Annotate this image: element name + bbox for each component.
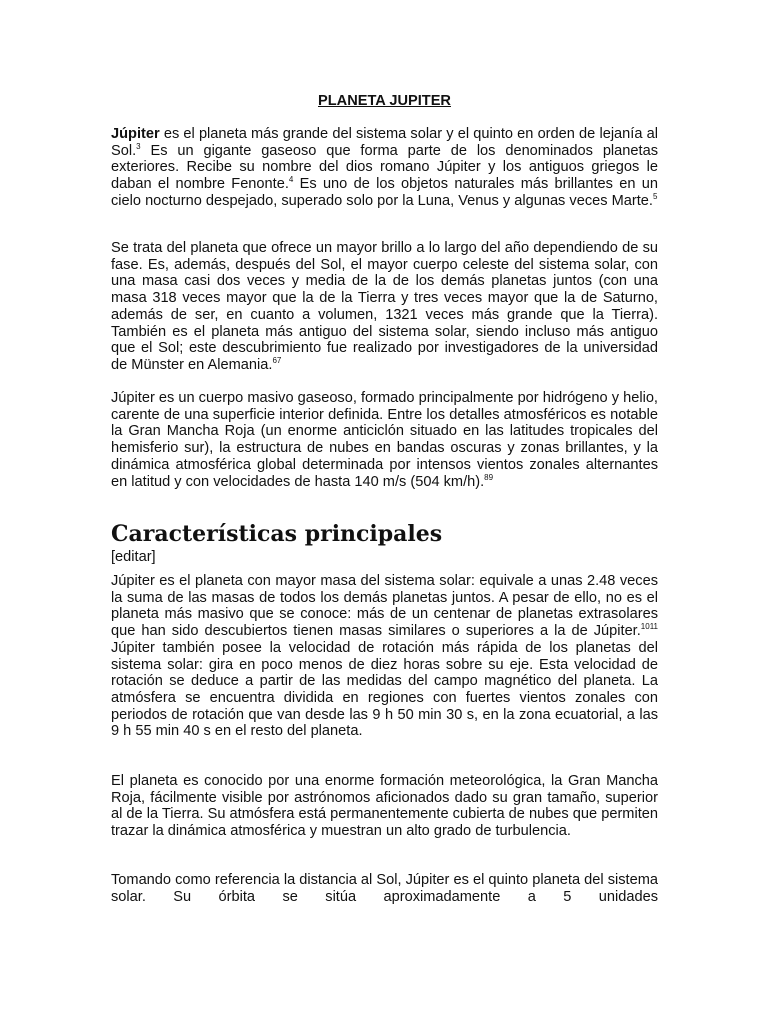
footnote-reference[interactable]: 89 [484, 472, 494, 482]
paragraph-red-spot [111, 773, 658, 840]
footnote-reference[interactable]: 67 [272, 355, 282, 365]
footnote-reference[interactable]: 1011 [640, 622, 658, 632]
paragraph-text: Júpiter es el planeta con mayor masa del sistema solar: equivale a unas 2.48 veces la suma de las masas de todos los demás planetas juntos. A pesar de ello, no es el planeta más masivo que se conoce: más de un centenar de planetas extrasolares que han sido descubiertos tienen masas similares o superiores a la de Júpiter. [111, 573, 658, 640]
footnote-reference[interactable]: 3 [136, 141, 141, 151]
document-page [111, 0, 658, 1024]
footnote-reference[interactable]: 5 [652, 191, 658, 201]
paragraph-text: Júpiter es un cuerpo masivo gaseoso, formado principalmente por hidrógeno y helio, carente de una superficie interior definida. Entre los detalles atmosféricos es notable la Gran Mancha Roja (un enorme anticiclón situado en las latitudes tropicales del hemisferio sur), la estructura de nubes en bandas oscuras y zonas brillantes, y la dinámica atmosférica global determinada por intensos vientos zonales alternantes en latitud y con velocidades de hasta 140 m/s (504 km/h). [111, 390, 658, 490]
section-heading: Características principales [111, 521, 443, 547]
edit-section-link[interactable]: [editar] [111, 549, 156, 565]
paragraph-orbit [111, 872, 658, 905]
intro-paragraph [111, 126, 658, 210]
paragraph-mass [111, 573, 658, 740]
paragraph-text: es el planeta más grande del sistema solar y el quinto en orden de lejanía al Sol. [111, 126, 658, 159]
paragraph-brightness [111, 240, 658, 374]
paragraph-composition [111, 390, 658, 490]
paragraph-text: Júpiter también posee la velocidad de rotación más rápida de los planetas del sistema solar: gira en poco menos de diez horas sobre su eje. Esta velocidad de rotación se deduce a partir de las medidas del campo magnético del planeta. La atmósfera se encuentra dividida en regiones con fuertes vientos zonales con periodos de rotación que van desde las 9 h 50 min 30 s, en la zona ecuatorial, a las 9 h 55 min 40 s en el resto del planeta. [111, 639, 658, 740]
paragraph-text: Se trata del planeta que ofrece un mayor brillo a lo largo del año dependiendo de su fase. Es, además, después del Sol, el mayor cuerpo celeste del sistema solar, con una masa casi dos veces y media de la de los demás planetas juntos (con una masa 318 veces mayor que la de la Tierra y tres veces mayor que la de Saturno, además de ser, en cuanto a volumen, 1321 veces más grande que la Tierra). También es el planeta más antiguo del sistema solar, siendo incluso más antiguo que el Sol; este descubrimiento fue realizado por investigadores de la universidad de Münster en Alemania. [111, 240, 658, 373]
document-title: PLANETA JUPITER [318, 93, 451, 109]
paragraph-text: Es uno de los objetos naturales más brillantes en un cielo nocturno despejado, superado solo por la Luna, Venus y algunas veces Marte. [111, 176, 658, 209]
paragraph-text: Tomando como referencia la distancia al Sol, Júpiter es el quinto planeta del sistema solar. Su órbita se sitúa aproximadamente a 5 unidades [111, 872, 658, 905]
intro-body [111, 126, 658, 209]
paragraph-text: El planeta es conocido por una enorme formación meteorológica, la Gran Mancha Roja, fácilmente visible por astrónomos aficionados dado su gran tamaño, superior al de la Tierra. Su atmósfera está permanentemente cubierta de nubes que permiten trazar la dinámica atmosférica y muestran un alto grado de turbulencia. [111, 773, 658, 840]
footnote-reference[interactable]: 4 [288, 175, 294, 185]
intro-subject: Júpiter [111, 126, 160, 142]
paragraph-text: Es un gigante gaseoso que forma parte de los denominados planetas exteriores. Recibe su nombre del dios romano Júpiter y los antiguos griegos le daban el nombre Fenonte. [111, 142, 658, 193]
